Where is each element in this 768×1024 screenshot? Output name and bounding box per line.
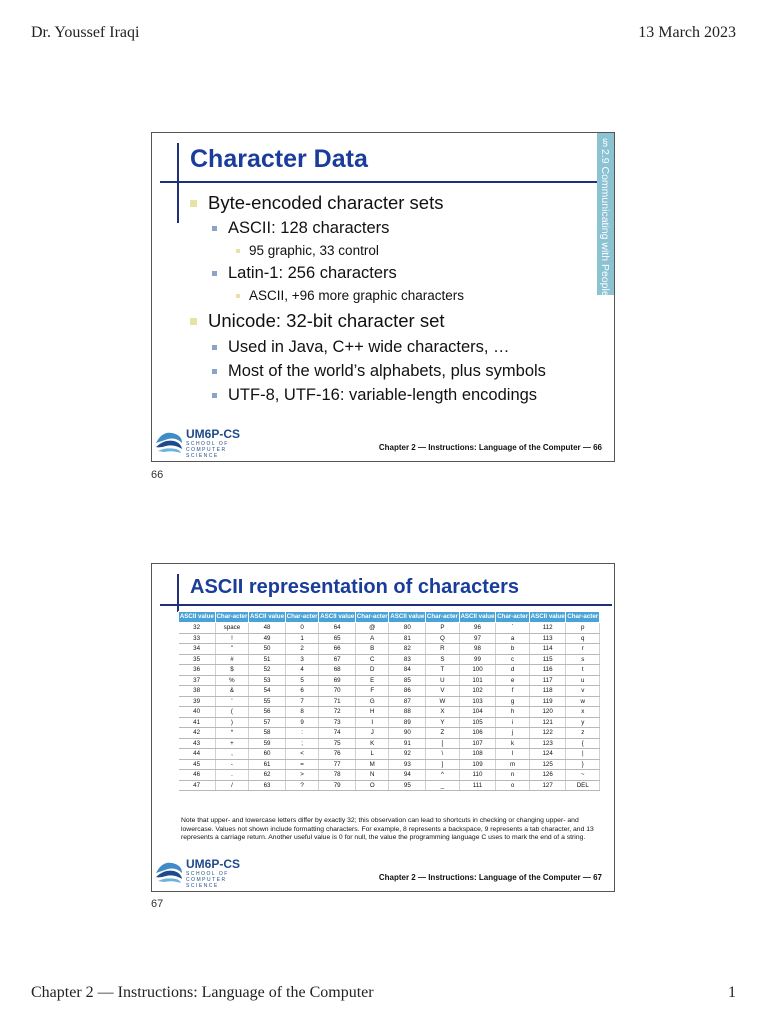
table-cell: 77 <box>319 759 356 770</box>
table-row <box>179 644 600 655</box>
table-row <box>179 686 600 697</box>
table-cell: d <box>496 665 529 676</box>
bullet-item: 95 graphic, 33 control <box>236 243 379 258</box>
table-header-cell: ASCII value <box>319 612 356 623</box>
table-row <box>179 623 600 634</box>
table-row <box>179 738 600 749</box>
table-cell: 35 <box>179 654 216 665</box>
slide-title: Character Data <box>190 145 368 173</box>
table-cell: 122 <box>529 728 566 739</box>
bullet-square-icon <box>212 393 217 398</box>
section-sidebar-label: §2.9 Communicating with People <box>599 137 611 297</box>
table-cell: } <box>566 759 600 770</box>
logo-mark-icon <box>154 429 184 455</box>
slide-chapter-footer: Chapter 2 — Instructions: Language of the Computer — 66 <box>378 443 602 452</box>
table-cell: k <box>496 738 529 749</box>
table-cell: . <box>215 770 248 781</box>
table-cell: S <box>426 654 459 665</box>
table-cell: 9 <box>285 717 318 728</box>
table-cell: DEL <box>566 780 600 791</box>
table-header-cell: ASCII value <box>249 612 286 623</box>
table-cell: @ <box>356 623 389 634</box>
table-cell: P <box>426 623 459 634</box>
table-row <box>179 633 600 644</box>
table-header-cell: ASCII value <box>459 612 496 623</box>
bullet-square-icon <box>236 249 240 253</box>
table-cell: 113 <box>529 633 566 644</box>
table-row <box>179 717 600 728</box>
page-header-date: 13 March 2023 <box>638 24 736 41</box>
table-row <box>179 696 600 707</box>
table-header-cell: Char-acter <box>356 612 389 623</box>
table-cell: 84 <box>389 665 426 676</box>
table-cell: W <box>426 696 459 707</box>
table-cell: [ <box>426 738 459 749</box>
table-cell: 7 <box>285 696 318 707</box>
slide-ascii-table <box>151 563 615 892</box>
table-cell: ~ <box>566 770 600 781</box>
table-row <box>179 675 600 686</box>
bullet-square-icon <box>212 369 217 374</box>
table-cell: space <box>215 623 248 634</box>
table-cell: 36 <box>179 665 216 676</box>
table-cell: 63 <box>249 780 286 791</box>
table-cell: O <box>356 780 389 791</box>
table-cell: ] <box>426 759 459 770</box>
slide-character-data <box>151 132 615 462</box>
table-cell: 102 <box>459 686 496 697</box>
table-cell: > <box>285 770 318 781</box>
table-header-cell: Char-acter <box>426 612 459 623</box>
table-cell: Z <box>426 728 459 739</box>
table-cell: Y <box>426 717 459 728</box>
table-cell: q <box>566 633 600 644</box>
table-cell: + <box>215 738 248 749</box>
table-cell: 32 <box>179 623 216 634</box>
table-cell: " <box>215 644 248 655</box>
logo-name: UM6P-CS <box>186 857 241 871</box>
table-cell: A <box>356 633 389 644</box>
table-cell: 59 <box>249 738 286 749</box>
table-cell: 69 <box>319 675 356 686</box>
table-cell: N <box>356 770 389 781</box>
table-cell: | <box>566 749 600 760</box>
table-cell: 115 <box>529 654 566 665</box>
table-cell: 89 <box>389 717 426 728</box>
table-cell: b <box>496 644 529 655</box>
table-cell: 56 <box>249 707 286 718</box>
table-cell: 116 <box>529 665 566 676</box>
table-cell: 107 <box>459 738 496 749</box>
table-cell: 61 <box>249 759 286 770</box>
table-cell: i <box>496 717 529 728</box>
table-cell: 104 <box>459 707 496 718</box>
table-cell: 124 <box>529 749 566 760</box>
table-header-cell: ASCII value <box>529 612 566 623</box>
table-cell: 48 <box>249 623 286 634</box>
table-cell: 71 <box>319 696 356 707</box>
table-row <box>179 759 600 770</box>
bullet-square-icon <box>212 226 217 231</box>
table-header-cell: Char-acter <box>566 612 600 623</box>
table-cell: w <box>566 696 600 707</box>
table-cell: 109 <box>459 759 496 770</box>
table-cell: 37 <box>179 675 216 686</box>
table-cell: 106 <box>459 728 496 739</box>
title-vertical-rule <box>177 143 179 223</box>
table-cell: 50 <box>249 644 286 655</box>
table-cell: 52 <box>249 665 286 676</box>
bullet-item: Used in Java, C++ wide characters, … <box>212 338 510 357</box>
table-cell: B <box>356 644 389 655</box>
table-cell: 98 <box>459 644 496 655</box>
table-cell: X <box>426 707 459 718</box>
bullet-item: Most of the world’s alphabets, plus symbols <box>212 362 546 381</box>
table-cell: D <box>356 665 389 676</box>
table-cell: 54 <box>249 686 286 697</box>
table-cell: 114 <box>529 644 566 655</box>
table-cell: n <box>496 770 529 781</box>
table-cell: 92 <box>389 749 426 760</box>
table-row <box>179 707 600 718</box>
table-cell: 34 <box>179 644 216 655</box>
table-cell: 40 <box>179 707 216 718</box>
slide-chapter-footer: Chapter 2 — Instructions: Language of the Computer — 67 <box>378 873 602 882</box>
table-cell: 108 <box>459 749 496 760</box>
section-sidebar <box>597 133 614 295</box>
logo-subtitle: SCHOOL OF COMPUTER SCIENCE <box>186 871 229 889</box>
table-cell: 33 <box>179 633 216 644</box>
table-cell: ! <box>215 633 248 644</box>
table-header-cell: Char-acter <box>285 612 318 623</box>
table-cell: 65 <box>319 633 356 644</box>
table-cell: 87 <box>389 696 426 707</box>
bullet-item: Byte-encoded character sets <box>190 192 444 214</box>
bullet-square-icon <box>190 200 197 207</box>
table-cell: < <box>285 749 318 760</box>
table-cell: 1 <box>285 633 318 644</box>
table-cell: { <box>566 738 600 749</box>
bullet-item: UTF-8, UTF-16: variable-length encodings <box>212 386 537 405</box>
table-cell: $ <box>215 665 248 676</box>
table-cell: 82 <box>389 644 426 655</box>
table-header-cell: Char-acter <box>215 612 248 623</box>
table-row <box>179 780 600 791</box>
table-cell: 83 <box>389 654 426 665</box>
table-cell: 126 <box>529 770 566 781</box>
table-row <box>179 654 600 665</box>
page-header-author: Dr. Youssef Iraqi <box>31 24 140 41</box>
table-cell: 62 <box>249 770 286 781</box>
table-header-cell: ASCII value <box>389 612 426 623</box>
table-header-cell: Char-acter <box>496 612 529 623</box>
table-cell: 85 <box>389 675 426 686</box>
slide-page-number: 67 <box>151 898 164 910</box>
table-cell: 74 <box>319 728 356 739</box>
table-cell: 118 <box>529 686 566 697</box>
slide-title: ASCII representation of characters <box>190 576 519 598</box>
table-row <box>179 728 600 739</box>
table-cell: s <box>566 654 600 665</box>
table-cell: E <box>356 675 389 686</box>
title-vertical-rule <box>177 574 179 612</box>
table-cell: M <box>356 759 389 770</box>
table-cell: r <box>566 644 600 655</box>
table-cell: ' <box>215 696 248 707</box>
table-cell: 0 <box>285 623 318 634</box>
table-cell: 66 <box>319 644 356 655</box>
table-cell: C <box>356 654 389 665</box>
table-cell: 38 <box>179 686 216 697</box>
table-cell: ? <box>285 780 318 791</box>
table-cell: t <box>566 665 600 676</box>
table-cell: h <box>496 707 529 718</box>
table-cell: m <box>496 759 529 770</box>
table-cell: 72 <box>319 707 356 718</box>
table-cell: f <box>496 686 529 697</box>
table-cell: 125 <box>529 759 566 770</box>
table-cell: 99 <box>459 654 496 665</box>
logo-mark-icon <box>154 859 184 885</box>
table-cell: 86 <box>389 686 426 697</box>
table-cell: 90 <box>389 728 426 739</box>
table-cell: 57 <box>249 717 286 728</box>
table-cell: ) <box>215 717 248 728</box>
table-cell: 97 <box>459 633 496 644</box>
title-horizontal-rule <box>160 604 612 606</box>
table-cell: H <box>356 707 389 718</box>
table-cell: 88 <box>389 707 426 718</box>
table-cell: 103 <box>459 696 496 707</box>
table-cell: U <box>426 675 459 686</box>
table-cell: 43 <box>179 738 216 749</box>
table-cell: 39 <box>179 696 216 707</box>
table-cell: % <box>215 675 248 686</box>
page-footer-number: 1 <box>728 984 736 1001</box>
table-cell: = <box>285 759 318 770</box>
table-cell: 101 <box>459 675 496 686</box>
table-cell: 60 <box>249 749 286 760</box>
table-cell: - <box>215 759 248 770</box>
table-cell: 127 <box>529 780 566 791</box>
table-cell: 79 <box>319 780 356 791</box>
table-cell: R <box>426 644 459 655</box>
page-footer-chapter: Chapter 2 — Instructions: Language of the Computer <box>31 984 374 1001</box>
table-cell: 81 <box>389 633 426 644</box>
ascii-table <box>178 611 600 791</box>
table-cell: G <box>356 696 389 707</box>
table-cell: 94 <box>389 770 426 781</box>
table-cell: ` <box>496 623 529 634</box>
table-cell: I <box>356 717 389 728</box>
table-cell: 119 <box>529 696 566 707</box>
table-cell: 117 <box>529 675 566 686</box>
table-cell: ; <box>285 738 318 749</box>
table-cell: 3 <box>285 654 318 665</box>
table-cell: 64 <box>319 623 356 634</box>
table-cell: 123 <box>529 738 566 749</box>
bullet-square-icon <box>212 345 217 350</box>
table-row <box>179 749 600 760</box>
table-cell: y <box>566 717 600 728</box>
table-cell: 100 <box>459 665 496 676</box>
table-cell: 67 <box>319 654 356 665</box>
table-header-cell: ASCII value <box>179 612 216 623</box>
bullet-item: Unicode: 32-bit character set <box>190 310 445 332</box>
logo-name: UM6P-CS <box>186 427 241 441</box>
table-footnote: Note that upper- and lowercase letters differ by exactly 32; this observation can lead to shortcuts in checking or changing upper- and lowercase. Values not shown include formatting characters. For example, 8 represents a backspace, 9 represents a tab character, and 13 represents a carriage return. Another useful value is 0 for null, the value the programming language C uses to mark the end of a string. <box>181 817 594 841</box>
table-cell: 96 <box>459 623 496 634</box>
table-cell: v <box>566 686 600 697</box>
title-horizontal-rule <box>160 181 612 183</box>
table-cell: c <box>496 654 529 665</box>
table-cell: 121 <box>529 717 566 728</box>
school-logo <box>154 857 254 887</box>
table-cell: x <box>566 707 600 718</box>
table-cell: 55 <box>249 696 286 707</box>
table-cell: o <box>496 780 529 791</box>
table-cell: , <box>215 749 248 760</box>
table-cell: 75 <box>319 738 356 749</box>
table-cell: 73 <box>319 717 356 728</box>
table-cell: 110 <box>459 770 496 781</box>
bullet-square-icon <box>236 294 240 298</box>
table-cell: l <box>496 749 529 760</box>
bullet-square-icon <box>190 318 197 325</box>
table-cell: 42 <box>179 728 216 739</box>
table-cell: * <box>215 728 248 739</box>
table-cell: V <box>426 686 459 697</box>
table-cell: 93 <box>389 759 426 770</box>
bullet-square-icon <box>212 271 217 276</box>
table-cell: T <box>426 665 459 676</box>
table-cell: 2 <box>285 644 318 655</box>
table-cell: 120 <box>529 707 566 718</box>
table-cell: e <box>496 675 529 686</box>
table-cell: F <box>356 686 389 697</box>
table-cell: 49 <box>249 633 286 644</box>
table-cell: 80 <box>389 623 426 634</box>
table-cell: Q <box>426 633 459 644</box>
table-cell: 6 <box>285 686 318 697</box>
table-cell: u <box>566 675 600 686</box>
table-cell: 41 <box>179 717 216 728</box>
table-cell: 8 <box>285 707 318 718</box>
table-cell: 44 <box>179 749 216 760</box>
table-cell: a <box>496 633 529 644</box>
table-cell: / <box>215 780 248 791</box>
table-cell: L <box>356 749 389 760</box>
table-cell: j <box>496 728 529 739</box>
table-cell: \ <box>426 749 459 760</box>
table-cell: 47 <box>179 780 216 791</box>
table-cell: p <box>566 623 600 634</box>
table-cell: ( <box>215 707 248 718</box>
logo-subtitle: SCHOOL OF COMPUTER SCIENCE <box>186 441 229 459</box>
table-cell: 51 <box>249 654 286 665</box>
table-cell: 46 <box>179 770 216 781</box>
bullet-item: ASCII: 128 characters <box>212 219 389 238</box>
table-cell: 53 <box>249 675 286 686</box>
table-cell: 68 <box>319 665 356 676</box>
table-cell: & <box>215 686 248 697</box>
table-row <box>179 665 600 676</box>
table-cell: 111 <box>459 780 496 791</box>
table-cell: 95 <box>389 780 426 791</box>
bullet-item: Latin-1: 256 characters <box>212 264 397 283</box>
table-cell: 58 <box>249 728 286 739</box>
table-cell: 78 <box>319 770 356 781</box>
slide-page-number: 66 <box>151 469 164 481</box>
table-cell: g <box>496 696 529 707</box>
table-cell: K <box>356 738 389 749</box>
table-cell: 105 <box>459 717 496 728</box>
table-cell: : <box>285 728 318 739</box>
table-cell: # <box>215 654 248 665</box>
table-cell: 4 <box>285 665 318 676</box>
school-logo <box>154 427 254 457</box>
table-cell: 45 <box>179 759 216 770</box>
table-cell: z <box>566 728 600 739</box>
table-row <box>179 770 600 781</box>
table-cell: 70 <box>319 686 356 697</box>
table-cell: 91 <box>389 738 426 749</box>
table-cell: J <box>356 728 389 739</box>
table-cell: 5 <box>285 675 318 686</box>
table-cell: 112 <box>529 623 566 634</box>
table-cell: 76 <box>319 749 356 760</box>
bullet-item: ASCII, +96 more graphic characters <box>236 288 464 303</box>
table-cell: _ <box>426 780 459 791</box>
table-cell: ^ <box>426 770 459 781</box>
